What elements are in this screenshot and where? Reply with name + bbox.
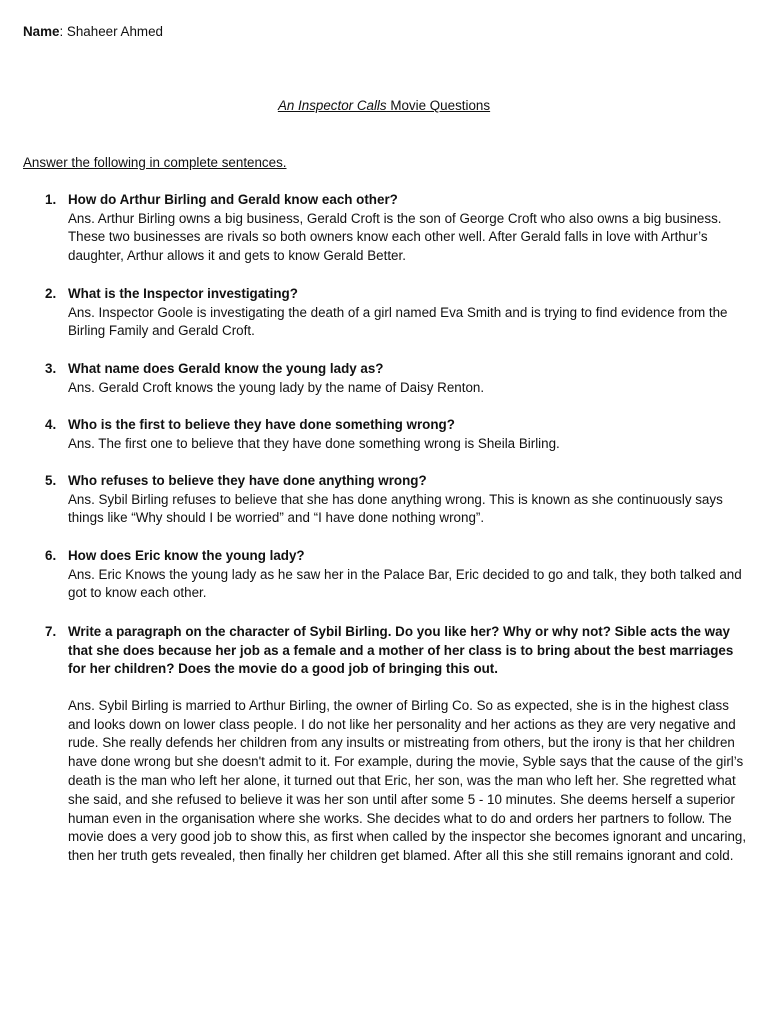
answer-text: Ans. Gerald Croft knows the young lady by the name of Daisy Renton.	[68, 379, 485, 395]
question-number: 6.	[45, 548, 57, 563]
student-name-line	[23, 23, 163, 41]
question-number: 2.	[45, 286, 57, 301]
question-text: What name does Gerald know the young lady as?	[68, 361, 384, 376]
answer-text: Ans. Arthur Birling owns a big business, Gerald Croft is the son of George Croft who also owns a big business. These two businesses are rivals so both owners know each other well. After Gerald falls in love with Arthur’s daughter, Arthur allows it and gets to know Gerald Better.	[68, 210, 722, 264]
question-body	[68, 416, 748, 453]
answer-text: Ans. The first one to believe that they have done something wrong is Sheila Birling.	[68, 435, 560, 451]
question-body	[68, 360, 748, 397]
answer-text: Ans. Sybil Birling refuses to believe that she has done anything wrong. This is known as she continuously says things like “Why should I be worried” and “I have done nothing wrong”.	[68, 491, 723, 526]
question-text: Write a paragraph on the character of Sybil Birling. Do you like her? Why or why not? Sible acts the way that she does because her job as a female and a mother of her class is to bring about the best marriages for her children? Does the movie do a good job of bringing this out.	[68, 624, 734, 677]
name-label: Name	[23, 24, 60, 39]
question-text: What is the Inspector investigating?	[68, 286, 298, 301]
question-text: How do Arthur Birling and Gerald know each other?	[68, 192, 398, 207]
student-name: : Shaheer Ahmed	[59, 24, 163, 39]
question-number: 1.	[45, 192, 57, 207]
question-body	[68, 623, 748, 866]
answer-text: Ans. Eric Knows the young lady as he saw her in the Palace Bar, Eric decided to go and talk, they both talked and got to know each other.	[68, 566, 742, 601]
answer-text: Ans. Inspector Goole is investigating the death of a girl named Eva Smith and is trying to find evidence from the Birling Family and Gerald Croft.	[68, 304, 728, 339]
question-text: How does Eric know the young lady?	[68, 548, 305, 563]
answer-text: Ans. Sybil Birling is married to Arthur Birling, the owner of Birling Co. So as expected, she is in the highest class and looks down on lower class people. I do not like her personality and her actions as they are very negative and rude. She really defends her children from any insults or mistreating from others, but the irony is that her children have done wrong but she doesn't admit to it. For example, during the movie, Syble says that the cause of the girl’s death is the man who left her alone, it turned out that Eric, her son, was the man who left her. She regretted what she said, and she refused to believe it was her son until after some 5 - 10 minutes. She deems herself a superior human even in the organisation where she works. She decides what to do and orders her partners to follow. The movie does a very good job to show this, as first when called by the inspector she becomes ignorant and uncaring, then her truth gets revealed, then finally her children get blamed. After all this she still remains ignorant and cold.	[68, 697, 747, 864]
question-text: Who refuses to believe they have done anything wrong?	[68, 473, 427, 488]
document-title	[0, 97, 768, 115]
question-body	[68, 547, 748, 603]
instructions: Answer the following in complete sentences.	[23, 155, 287, 170]
question-number: 3.	[45, 361, 57, 376]
question-body	[68, 472, 748, 528]
question-number: 7.	[45, 624, 57, 639]
question-number: 5.	[45, 473, 57, 488]
question-text: Who is the first to believe they have done something wrong?	[68, 417, 455, 432]
question-body	[68, 285, 748, 341]
title-rest: Movie Questions	[386, 98, 491, 113]
question-number: 4.	[45, 417, 57, 432]
question-body	[68, 191, 748, 266]
title-play-name: An Inspector Calls	[277, 98, 387, 113]
